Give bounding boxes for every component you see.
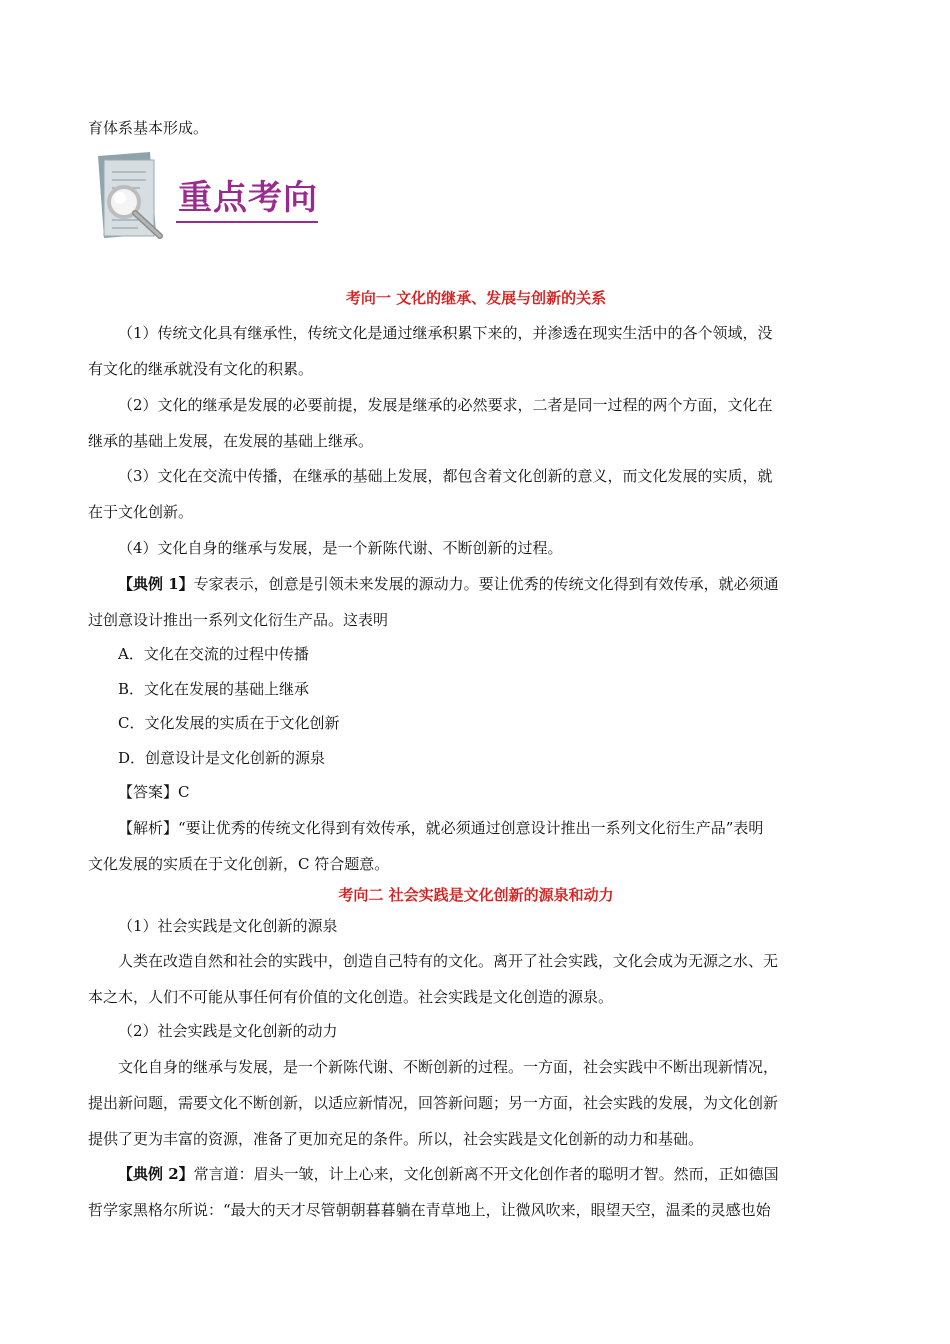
- example1-option-c: C．文化发展的实质在于文化创新: [118, 714, 340, 732]
- example1-line1: [118, 574, 864, 594]
- example1-tag: 【典例 1】: [118, 575, 194, 593]
- example1-option-d: D．创意设计是文化创新的源泉: [118, 749, 326, 767]
- analysis-tag: 【解析】: [118, 819, 179, 837]
- section-banner-underline: [176, 221, 318, 223]
- answer-value: C: [178, 783, 190, 801]
- topic2-s1-title: （1）社会实践是文化创新的源泉: [118, 917, 338, 935]
- topic2-heading: 考向二 社会实践是文化创新的源泉和动力: [338, 886, 614, 904]
- topic2-s2-line2: 提出新问题，需要文化不断创新，以适应新情况，回答新问题；另一方面，社会实践的发展，为文化创新: [88, 1094, 779, 1112]
- topic2-s2-line3: 提供了更为丰富的资源，准备了更加充足的条件。所以，社会实践是文化创新的动力和基础。: [88, 1130, 704, 1148]
- topic1-p3-line2: 在于文化创新。: [88, 503, 194, 521]
- intro-tail-text: 育体系基本形成。: [88, 119, 209, 137]
- topic1-p2-line2: 继承的基础上发展，在发展的基础上继承。: [88, 432, 374, 450]
- example1-text-line1: 专家表示，创意是引领未来发展的源动力。要让优秀的传统文化得到有效传承，就必须通: [193, 575, 779, 593]
- example2-text-line1: 常言道：眉头一皱，计上心来，文化创新离不开文化创作者的聪明才智。然而，正如德国: [193, 1165, 779, 1183]
- topic2-s1-line1: 人类在改造自然和社会的实践中，创造自己特有的文化。离开了社会实践，文化会成为无源之水、无: [118, 952, 779, 970]
- topic1-p3-line1: （3）文化在交流中传播，在继承的基础上发展，都包含着文化创新的意义，而文化发展的实质，就: [118, 467, 773, 485]
- topic2-s1-line2: 本之木，人们不可能从事任何有价值的文化创造。社会实践是文化创造的源泉。: [88, 988, 614, 1006]
- example1-analysis-line2: 文化发展的实质在于文化创新，C 符合题意。: [88, 855, 390, 873]
- topic2-s2-title: （2）社会实践是文化创新的动力: [118, 1022, 338, 1040]
- example1-line2: 过创意设计推出一系列文化衍生产品。这表明: [88, 611, 389, 629]
- topic1-p4-line1: （4）文化自身的继承与发展，是一个新陈代谢、不断创新的过程。: [118, 539, 563, 557]
- topic1-p1-line2: 有文化的继承就没有文化的积累。: [88, 360, 314, 378]
- example1-analysis-line1: [118, 818, 864, 838]
- topic1-p1-line1: （1）传统文化具有继承性，传统文化是通过继承积累下来的，并渗透在现实生活中的各个领域，没: [118, 324, 773, 342]
- example1-answer: [118, 782, 864, 802]
- example1-option-b: B．文化在发展的基础上继承: [118, 680, 310, 698]
- example1-option-a: A．文化在交流的过程中传播: [118, 645, 309, 663]
- example2-line1: [118, 1164, 864, 1184]
- topic2-s2-line1: 文化自身的继承与发展，是一个新陈代谢、不断创新的过程。一方面，社会实践中不断出现新情况，: [118, 1058, 779, 1076]
- topic1-p2-line1: （2）文化的继承是发展的必要前提，发展是继承的必然要求，二者是同一过程的两个方面，文化在: [118, 396, 773, 414]
- section-banner-title: 重点考向: [178, 178, 318, 218]
- analysis-text-line1: “要让优秀的传统文化得到有效传承，就必须通过创意设计推出一系列文化衍生产品”表明: [178, 819, 764, 837]
- topic1-heading: 考向一 文化的继承、发展与创新的关系: [345, 289, 607, 307]
- example2-line2: 哲学家黑格尔所说：“最大的天才尽管朝朝暮暮躺在青草地上，让微风吹来，眼望天空，温柔的灵感也始: [88, 1201, 771, 1219]
- example2-tag: 【典例 2】: [118, 1165, 194, 1183]
- answer-tag: 【答案】: [118, 783, 179, 801]
